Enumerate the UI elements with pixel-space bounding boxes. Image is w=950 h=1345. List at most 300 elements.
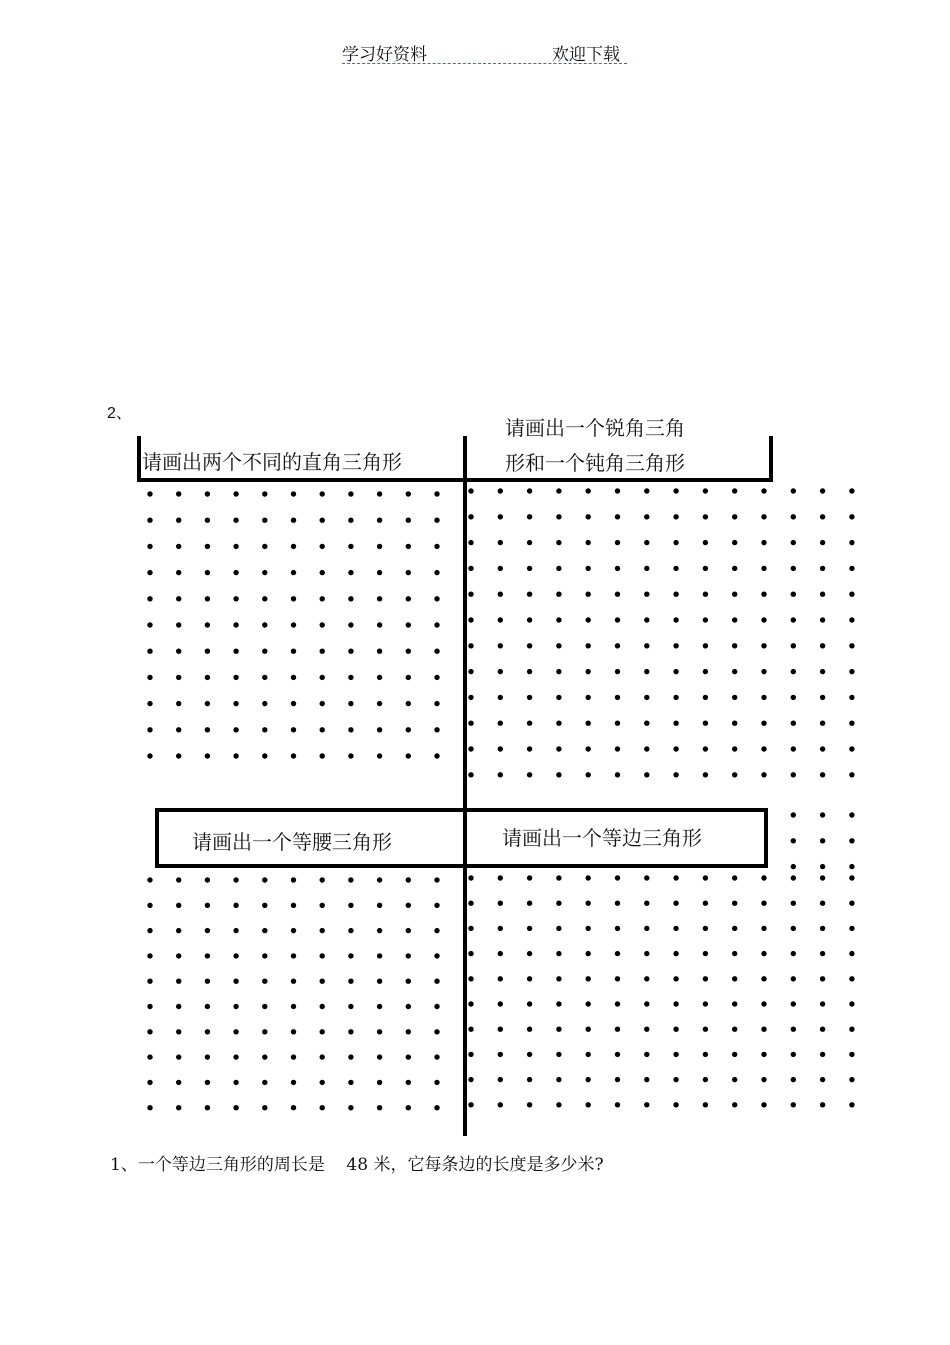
grid-dot — [791, 488, 796, 493]
grid-dot — [147, 570, 152, 575]
grid-dot — [586, 976, 591, 981]
grid-dot — [791, 695, 796, 700]
grid-dot — [820, 951, 825, 956]
grid-dot — [820, 540, 825, 545]
grid-dot — [732, 514, 737, 519]
grid-dot — [176, 979, 181, 984]
grid-dot — [791, 746, 796, 751]
grid-dot — [348, 518, 353, 523]
vertical-divider — [463, 436, 467, 1136]
grid-dot — [320, 649, 325, 654]
grid-dot — [644, 875, 649, 880]
grid-dot — [732, 592, 737, 597]
grid-dot — [673, 746, 678, 751]
grid-dot — [527, 1077, 532, 1082]
grid-dot — [498, 514, 503, 519]
grid-dot — [586, 772, 591, 777]
grid-dot — [262, 877, 267, 882]
grid-dot — [644, 901, 649, 906]
grid-dot — [527, 721, 532, 726]
grid-dot — [673, 643, 678, 648]
grid-dot — [233, 877, 238, 882]
grid-dot — [233, 675, 238, 680]
grid-dot — [498, 488, 503, 493]
grid-dot — [761, 643, 766, 648]
grid-dot — [791, 643, 796, 648]
grid-dot — [468, 1077, 473, 1082]
grid-dot — [320, 570, 325, 575]
grid-dot — [176, 518, 181, 523]
grid-dot — [527, 514, 532, 519]
grid-dot — [406, 903, 411, 908]
grid-dot — [820, 1102, 825, 1107]
grid-dot — [176, 953, 181, 958]
grid-dot — [176, 701, 181, 706]
grid-dot — [556, 901, 561, 906]
grid-dot — [849, 695, 854, 700]
grid-dot — [849, 875, 854, 880]
grid-dot — [615, 514, 620, 519]
grid-dot — [556, 514, 561, 519]
grid-dot — [586, 514, 591, 519]
grid-dot — [556, 1027, 561, 1032]
grid-dot — [615, 746, 620, 751]
grid-dot — [348, 877, 353, 882]
grid-dot — [434, 1029, 439, 1034]
grid-dot — [820, 1001, 825, 1006]
grid-dot — [615, 875, 620, 880]
exercise-number: 2、 — [107, 405, 132, 422]
grid-dot — [527, 926, 532, 931]
grid-dot — [498, 617, 503, 622]
bottom-right-label: 请画出一个等边三角形 — [502, 826, 702, 850]
grid-dot — [761, 514, 766, 519]
grid-dot — [498, 1077, 503, 1082]
grid-dot — [673, 901, 678, 906]
grid-dot — [205, 649, 210, 654]
grid-dot — [262, 1029, 267, 1034]
grid-dot — [615, 669, 620, 674]
grid-dot — [644, 1027, 649, 1032]
grid-dot — [377, 596, 382, 601]
grid-dot — [527, 695, 532, 700]
grid-dot — [233, 649, 238, 654]
grid-dot — [205, 491, 210, 496]
grid-dot — [176, 596, 181, 601]
grid-dot — [820, 864, 825, 869]
grid-dot — [586, 1077, 591, 1082]
grid-dot — [673, 951, 678, 956]
grid-dot — [644, 488, 649, 493]
grid-dot — [320, 491, 325, 496]
grid-dot — [468, 643, 473, 648]
grid-dot — [820, 488, 825, 493]
grid-dot — [761, 592, 766, 597]
grid-dot — [761, 1001, 766, 1006]
grid-dot — [732, 617, 737, 622]
grid-dot — [498, 951, 503, 956]
grid-dot — [644, 772, 649, 777]
grid-dot — [377, 570, 382, 575]
grid-dot — [434, 570, 439, 575]
grid-dot — [615, 721, 620, 726]
grid-dot — [291, 649, 296, 654]
grid-dot — [732, 901, 737, 906]
grid-dot — [644, 1102, 649, 1107]
grid-dot — [468, 695, 473, 700]
grid-dot — [377, 544, 382, 549]
grid-dot — [586, 643, 591, 648]
grid-dot — [644, 566, 649, 571]
grid-dot — [434, 649, 439, 654]
grid-dot — [377, 518, 382, 523]
grid-dot — [820, 976, 825, 981]
grid-dot — [348, 953, 353, 958]
grid-dot — [348, 979, 353, 984]
grid-dot — [732, 976, 737, 981]
grid-dot — [732, 926, 737, 931]
grid-dot — [468, 746, 473, 751]
grid-dot — [147, 675, 152, 680]
grid-dot — [644, 976, 649, 981]
grid-dot — [147, 544, 152, 549]
grid-dot — [434, 753, 439, 758]
grid-dot — [849, 514, 854, 519]
grid-dot — [849, 926, 854, 931]
grid-dot — [291, 903, 296, 908]
grid-dot — [434, 518, 439, 523]
grid-dot — [406, 928, 411, 933]
grid-dot — [849, 838, 854, 843]
grid-dot — [703, 1001, 708, 1006]
grid-dot — [849, 951, 854, 956]
grid-dot — [147, 1004, 152, 1009]
grid-dot — [348, 1004, 353, 1009]
grid-dot — [291, 727, 296, 732]
grid-dot — [377, 491, 382, 496]
grid-dot — [434, 953, 439, 958]
grid-dot — [233, 491, 238, 496]
grid-dot — [849, 721, 854, 726]
grid-dot — [644, 617, 649, 622]
grid-dot — [615, 772, 620, 777]
grid-dot — [233, 953, 238, 958]
grid-dot — [406, 1004, 411, 1009]
grid-dot — [233, 727, 238, 732]
grid-dot — [644, 1077, 649, 1082]
grid-dot — [732, 1001, 737, 1006]
grid-dot — [348, 596, 353, 601]
grid-dot — [468, 669, 473, 674]
grid-dot — [291, 928, 296, 933]
grid-dot — [703, 488, 708, 493]
grid-dot — [176, 1080, 181, 1085]
grid-dot — [703, 592, 708, 597]
grid-dot — [233, 570, 238, 575]
grid-dot — [291, 491, 296, 496]
grid-dot — [761, 901, 766, 906]
grid-dot — [205, 544, 210, 549]
grid-dot — [586, 1052, 591, 1057]
grid-dot — [586, 592, 591, 597]
grid-dot — [586, 566, 591, 571]
grid-dot — [434, 491, 439, 496]
grid-dot — [615, 695, 620, 700]
grid-dot — [615, 1001, 620, 1006]
grid-dot — [406, 753, 411, 758]
grid-dot — [291, 518, 296, 523]
header-left-text: 学习好资料 — [342, 45, 427, 65]
grid-dot — [673, 617, 678, 622]
grid-dot — [233, 1054, 238, 1059]
grid-dot — [849, 901, 854, 906]
grid-dot — [849, 812, 854, 817]
grid-dot — [262, 649, 267, 654]
grid-dot — [527, 1102, 532, 1107]
grid-dot — [673, 566, 678, 571]
grid-dot — [377, 753, 382, 758]
grid-dot — [291, 622, 296, 627]
grid-dot — [320, 753, 325, 758]
grid-dot — [406, 596, 411, 601]
grid-dot — [498, 1001, 503, 1006]
grid-dot — [761, 746, 766, 751]
grid-dot — [791, 540, 796, 545]
grid-dot — [703, 514, 708, 519]
grid-dot — [527, 617, 532, 622]
grid-dot — [703, 926, 708, 931]
grid-dot — [147, 491, 152, 496]
grid-dot — [791, 1027, 796, 1032]
grid-dot — [262, 675, 267, 680]
grid-dot — [377, 1105, 382, 1110]
grid-dot — [615, 1027, 620, 1032]
grid-dot — [291, 1054, 296, 1059]
grid-dot — [644, 721, 649, 726]
grid-dot — [644, 1001, 649, 1006]
grid-dot — [527, 1052, 532, 1057]
grid-dot — [527, 772, 532, 777]
grid-dot — [703, 772, 708, 777]
grid-dot — [761, 1052, 766, 1057]
grid-dot — [732, 1052, 737, 1057]
grid-dot — [262, 701, 267, 706]
grid-dot — [586, 488, 591, 493]
grid-dot — [791, 669, 796, 674]
grid-dot — [147, 622, 152, 627]
grid-dot — [377, 727, 382, 732]
grid-dot — [262, 979, 267, 984]
grid-dot — [434, 903, 439, 908]
grid-dot — [147, 953, 152, 958]
grid-dot — [406, 1029, 411, 1034]
grid-dot — [468, 1027, 473, 1032]
grid-dot — [377, 877, 382, 882]
header-right-text: 欢迎下载 — [552, 45, 620, 65]
grid-dot — [791, 951, 796, 956]
grid-dot — [176, 1054, 181, 1059]
grid-dot — [644, 951, 649, 956]
grid-dot — [434, 727, 439, 732]
grid-dot — [791, 592, 796, 597]
grid-dot — [498, 1102, 503, 1107]
grid-dot — [147, 1080, 152, 1085]
grid-dot — [406, 491, 411, 496]
grid-dot — [703, 976, 708, 981]
grid-dot — [468, 951, 473, 956]
grid-dot — [147, 727, 152, 732]
grid-dot — [732, 721, 737, 726]
grid-dot — [291, 1029, 296, 1034]
grid-dot — [615, 1052, 620, 1057]
grid-dot — [761, 1077, 766, 1082]
grid-dot — [262, 903, 267, 908]
grid-dot — [320, 979, 325, 984]
grid-dot — [262, 1105, 267, 1110]
grid-dot — [644, 695, 649, 700]
grid-dot — [820, 901, 825, 906]
bottom-left-label: 请画出一个等腰三角形 — [192, 830, 392, 854]
grid-dot — [849, 1102, 854, 1107]
grid-dot — [348, 675, 353, 680]
grid-dot — [468, 1001, 473, 1006]
grid-dot — [320, 1004, 325, 1009]
grid-dot — [434, 1080, 439, 1085]
grid-dot — [205, 518, 210, 523]
grid-dot — [791, 1102, 796, 1107]
grid-dot — [703, 643, 708, 648]
grid-dot — [556, 1077, 561, 1082]
grid-dot — [732, 1027, 737, 1032]
grid-dot — [176, 877, 181, 882]
grid-dot — [233, 753, 238, 758]
grid-dot — [849, 976, 854, 981]
grid-dot — [527, 1001, 532, 1006]
grid-dot — [615, 901, 620, 906]
grid-dot — [527, 951, 532, 956]
grid-dot — [320, 544, 325, 549]
grid-dot — [498, 669, 503, 674]
grid-dot — [406, 570, 411, 575]
grid-dot — [527, 592, 532, 597]
grid-dot — [673, 669, 678, 674]
grid-dot — [498, 566, 503, 571]
grid-dot — [820, 746, 825, 751]
grid-dot — [233, 928, 238, 933]
grid-dot — [348, 491, 353, 496]
grid-dot — [586, 695, 591, 700]
grid-dot — [205, 953, 210, 958]
grid-dot — [205, 903, 210, 908]
grid-dot — [291, 953, 296, 958]
grid-dot — [849, 746, 854, 751]
grid-dot — [703, 617, 708, 622]
grid-dot — [673, 1027, 678, 1032]
grid-dot — [586, 1001, 591, 1006]
grid-dot — [377, 622, 382, 627]
grid-dot — [176, 727, 181, 732]
grid-dot — [732, 488, 737, 493]
grid-dot — [556, 926, 561, 931]
grid-dot — [673, 1077, 678, 1082]
grid-dot — [320, 1054, 325, 1059]
grid-dot — [732, 540, 737, 545]
grid-dot — [644, 746, 649, 751]
grid-dot — [615, 617, 620, 622]
grid-dot — [434, 544, 439, 549]
grid-dot — [615, 1077, 620, 1082]
grid-dot — [820, 514, 825, 519]
grid-dot — [205, 1054, 210, 1059]
grid-dot — [527, 488, 532, 493]
grid-dot — [761, 926, 766, 931]
grid-dot — [406, 1105, 411, 1110]
grid-dot — [791, 926, 796, 931]
grid-dot — [703, 540, 708, 545]
grid-dot — [673, 540, 678, 545]
grid-dot — [644, 592, 649, 597]
grid-dot — [205, 1105, 210, 1110]
grid-dot — [761, 1027, 766, 1032]
grid-dot — [147, 1029, 152, 1034]
grid-dot — [348, 570, 353, 575]
grid-dot — [262, 727, 267, 732]
grid-dot — [205, 622, 210, 627]
grid-dot — [262, 570, 267, 575]
grid-dot — [849, 592, 854, 597]
grid-dot — [262, 1054, 267, 1059]
grid-dot — [849, 1052, 854, 1057]
grid-dot — [791, 721, 796, 726]
grid-dot — [498, 540, 503, 545]
grid-dot — [468, 772, 473, 777]
grid-dot — [262, 622, 267, 627]
grid-dot — [703, 721, 708, 726]
grid-dot — [205, 979, 210, 984]
grid-dot — [527, 540, 532, 545]
grid-dot — [348, 1054, 353, 1059]
grid-dot — [586, 875, 591, 880]
grid-dot — [820, 838, 825, 843]
grid-dot — [732, 669, 737, 674]
grid-dot — [205, 1004, 210, 1009]
grid-dot — [147, 753, 152, 758]
grid-dot — [434, 1105, 439, 1110]
grid-dot — [527, 1027, 532, 1032]
grid-dot — [703, 1077, 708, 1082]
grid-dot — [527, 976, 532, 981]
grid-dot — [791, 812, 796, 817]
grid-dot — [761, 976, 766, 981]
grid-dot — [320, 877, 325, 882]
grid-dot — [791, 1052, 796, 1057]
grid-dot — [791, 566, 796, 571]
grid-dot — [849, 1077, 854, 1082]
grid-dot — [673, 1001, 678, 1006]
grid-dot — [820, 812, 825, 817]
grid-dot — [291, 1004, 296, 1009]
grid-dot — [262, 1080, 267, 1085]
grid-dot — [556, 1001, 561, 1006]
grid-dot — [820, 1027, 825, 1032]
grid-dot — [147, 518, 152, 523]
grid-dot — [291, 753, 296, 758]
grid-dot — [791, 864, 796, 869]
grid-dot — [673, 488, 678, 493]
grid-dot — [147, 701, 152, 706]
top-right-label-line1: 请画出一个锐角三角 — [505, 416, 685, 440]
grid-dot — [406, 649, 411, 654]
